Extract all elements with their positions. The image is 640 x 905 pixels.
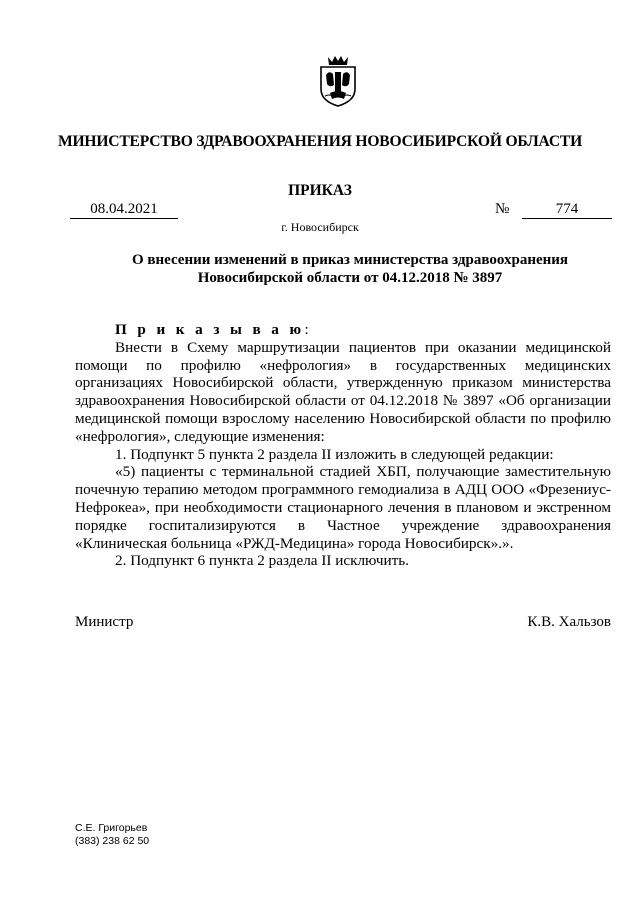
executor-phone: (383) 238 62 50	[75, 835, 150, 847]
executor-name: С.Е. Григорьев	[75, 822, 148, 834]
order-city: г. Новосибирск	[281, 220, 359, 234]
signatory-title: Министр	[75, 614, 134, 630]
executor-block	[75, 822, 149, 848]
body-paragraph-3: «5) пациенты с терминальной стадией ХБП, получающие заместительную почечную терапию методом программного гемодиализа в АДЦ ООО «Фрезениус-Нефрокеа», при необходимости стационарного лечения в плановом и экстренном порядке госпитализируются в Частное учреждение здравоохранения «Клиническая больница «РЖД-Медицина» города Новосибирск».».	[75, 463, 611, 552]
ministry-name: МИНИСТЕРСТВО ЗДРАВООХРАНЕНИЯ НОВОСИБИРСКОЙ ОБЛАСТИ	[57, 133, 583, 150]
signatory-name: К.В. Хальзов	[527, 614, 611, 630]
prikazyvayu-line	[75, 321, 611, 339]
order-subject	[60, 251, 640, 287]
coat-of-arms-icon	[316, 55, 360, 107]
order-number-sign: №	[495, 201, 510, 217]
order-date: 08.04.2021	[70, 201, 178, 219]
prikazyvayu-colon: :	[304, 321, 309, 338]
prikazyvayu-word: П р и к а з ы в а ю	[115, 321, 305, 338]
body-paragraph-4: 2. Подпункт 6 пункта 2 раздела II исключить.	[115, 552, 409, 570]
subject-line-1: О внесении изменений в приказ министерства здравоохранения	[131, 252, 569, 268]
order-number: 774	[522, 201, 612, 219]
subject-line-2: Новосибирской области от 04.12.2018 № 3897	[197, 270, 503, 286]
order-title: ПРИКАЗ	[288, 182, 352, 199]
body-paragraph-1: Внести в Схему маршрутизации пациентов при оказании медицинской помощи по профилю «нефрология» в государственных медицинских организациях Новосибирской области, утвержденную приказом министерства здравоохранения Новосибирской области от 04.12.2018 № 3897 «Об организации медицинской помощи взрослому населению Новосибирской области по профилю «нефрология», следующие изменения:	[75, 338, 611, 445]
body-paragraph-2: 1. Подпункт 5 пункта 2 раздела II изложить в следующей редакции:	[115, 445, 554, 463]
order-body	[75, 321, 611, 570]
